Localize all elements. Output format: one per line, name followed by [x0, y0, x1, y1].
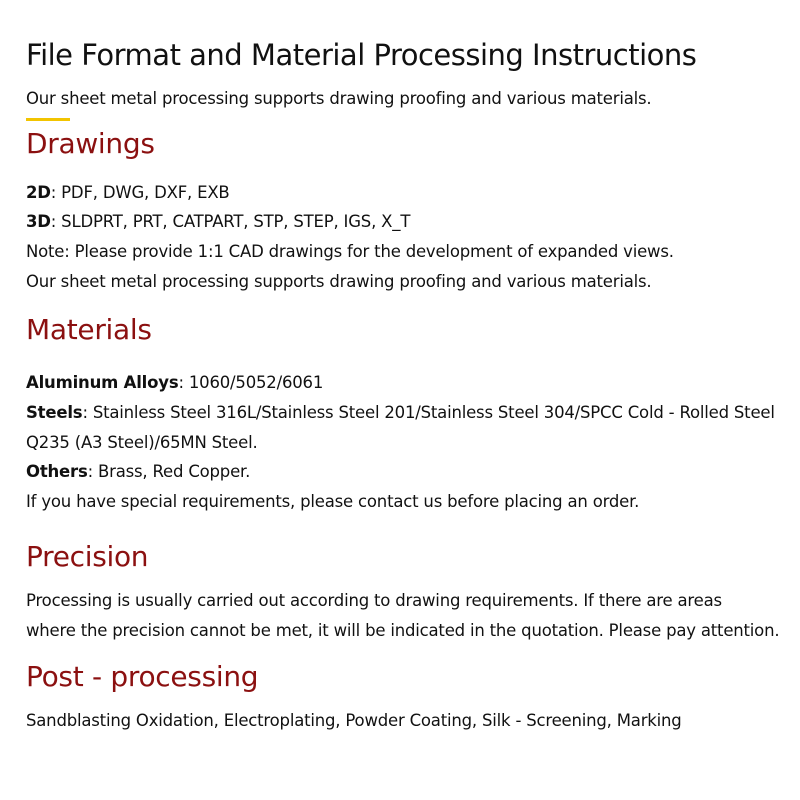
page-subtitle: Our sheet metal processing supports drawing proofing and various materials.	[26, 89, 652, 108]
precision-line-1: Processing is usually carried out according to drawing requirements. If there are areas	[26, 591, 722, 610]
materials-aluminum-line	[26, 373, 323, 392]
materials-steels-continued: Q235 (A3 Steel)/65MN Steel.	[26, 433, 258, 452]
materials-aluminum-value: : 1060/5052/6061	[178, 373, 324, 392]
post-processing-line-1: Sandblasting Oxidation, Electroplating, Powder Coating, Silk - Screening, Marking	[26, 711, 682, 730]
drawings-2d-label: 2D	[26, 183, 51, 202]
post-processing-heading: Post - processing	[26, 660, 259, 693]
precision-heading: Precision	[26, 540, 149, 573]
drawings-3d-label: 3D	[26, 212, 51, 231]
drawings-3d-value: : SLDPRT, PRT, CATPART, STP, STEP, IGS, X_T	[50, 212, 411, 231]
precision-line-2: where the precision cannot be met, it will be indicated in the quotation. Please pay attention.	[26, 621, 780, 640]
accent-divider	[26, 118, 70, 121]
materials-others-value: : Brass, Red Copper.	[87, 462, 251, 481]
materials-steels-value: : Stainless Steel 316L/Stainless Steel 201/Stainless Steel 304/SPCC Cold - Rolled Steel	[82, 403, 775, 422]
materials-heading: Materials	[26, 313, 152, 346]
materials-steels-label: Steels	[26, 403, 83, 422]
drawings-heading: Drawings	[26, 127, 155, 160]
drawings-3d-line	[26, 212, 410, 231]
drawings-2d-line	[26, 183, 230, 202]
materials-special-note: If you have special requirements, please contact us before placing an order.	[26, 492, 640, 511]
drawings-2d-value: : PDF, DWG, DXF, EXB	[50, 183, 230, 202]
materials-others-label: Others	[26, 462, 88, 481]
materials-aluminum-label: Aluminum Alloys	[26, 373, 179, 392]
page-title: File Format and Material Processing Instructions	[26, 38, 697, 72]
materials-steels-line	[26, 403, 775, 422]
drawings-extra: Our sheet metal processing supports drawing proofing and various materials.	[26, 272, 652, 291]
drawings-note: Note: Please provide 1:1 CAD drawings for the development of expanded views.	[26, 242, 674, 261]
materials-others-line	[26, 462, 250, 481]
